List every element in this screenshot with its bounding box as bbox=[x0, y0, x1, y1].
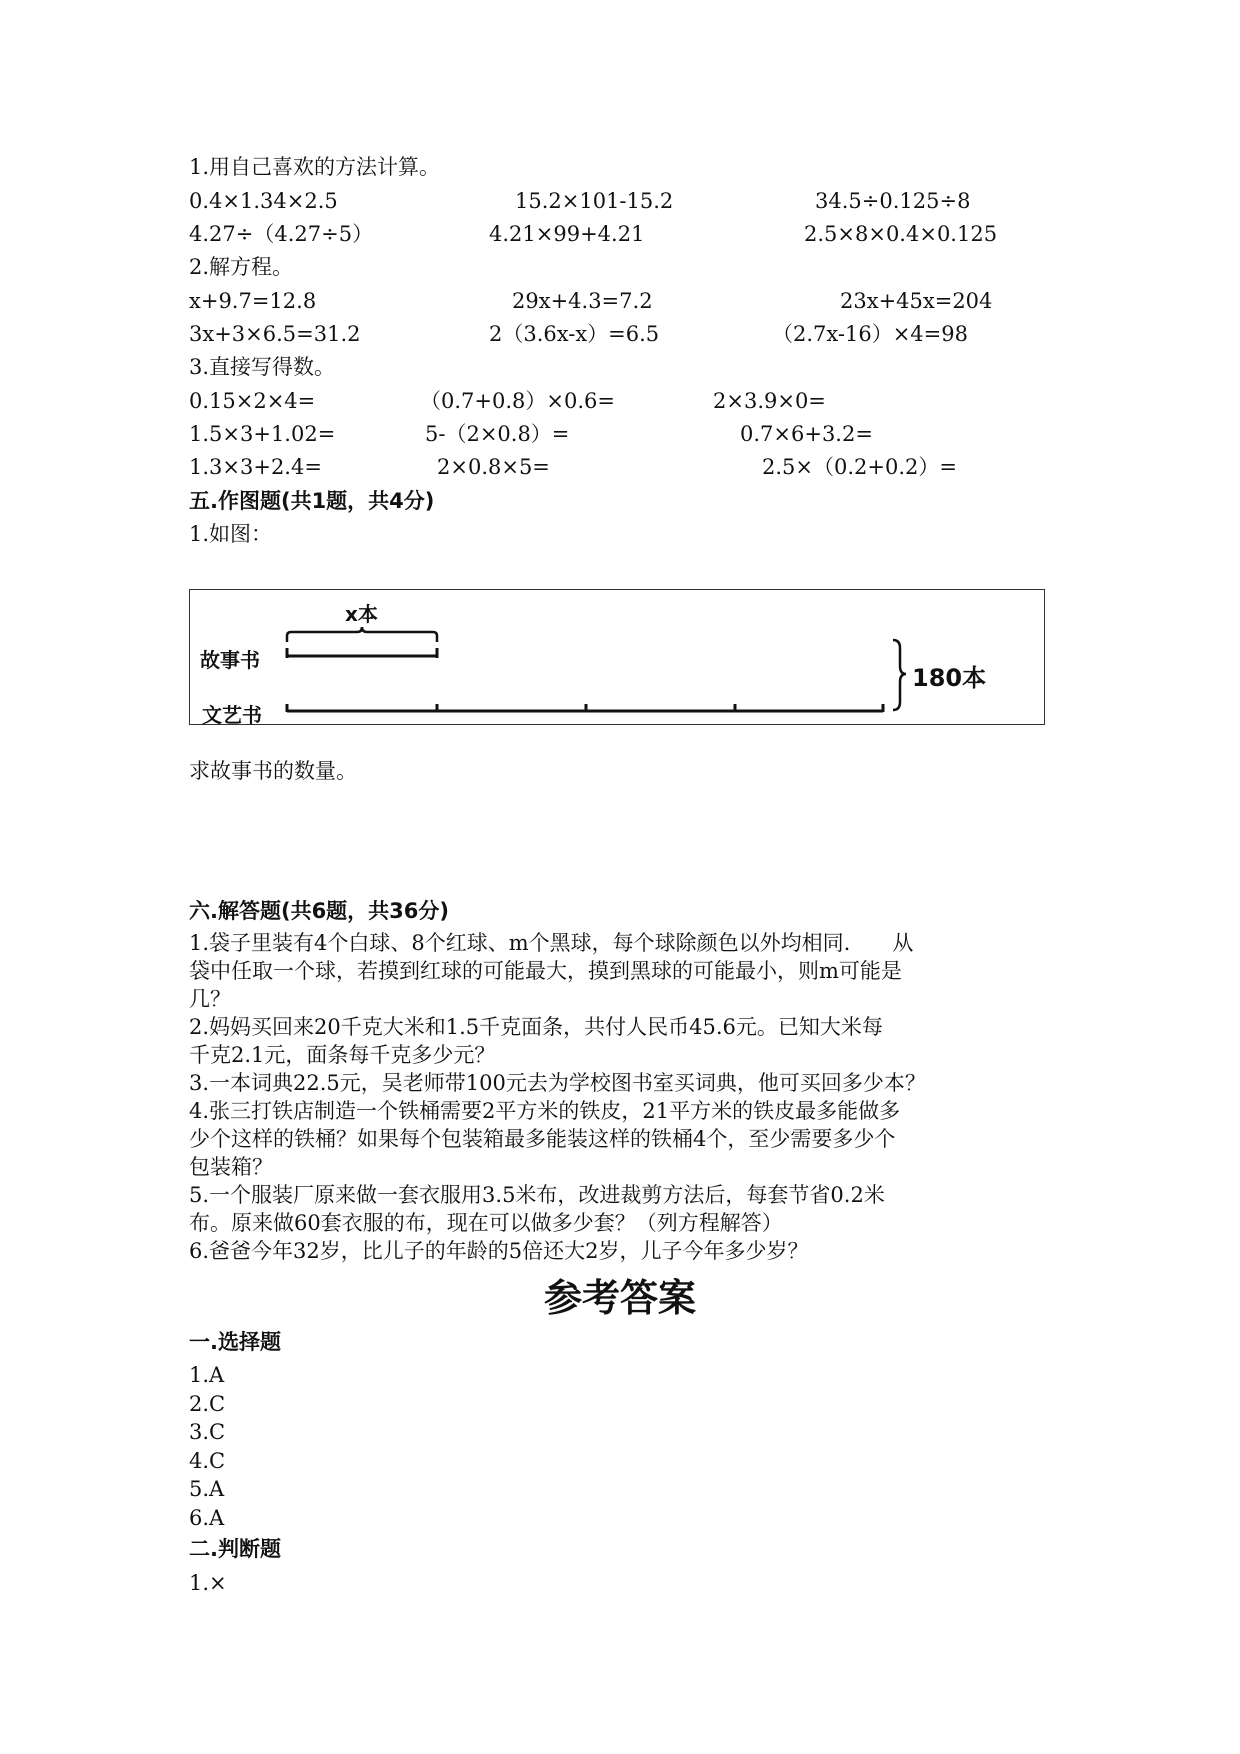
story-book-label: 故事书 bbox=[200, 648, 260, 672]
answer-item: 4.C bbox=[189, 1449, 226, 1473]
equation-item: 23x+45x=204 bbox=[840, 289, 993, 313]
answer-section-heading: 一.选择题 bbox=[189, 1330, 281, 1354]
word-problem-line: 5.一个服装厂原来做一套衣服用3.5米布，改进裁剪方法后，每套节省0.2米 bbox=[189, 1183, 885, 1207]
section-heading-word-problems: 六.解答题(共6题，共36分) bbox=[189, 899, 450, 923]
mental-math-item: 0.7×6+3.2= bbox=[740, 422, 873, 446]
total-books-label: 180本 bbox=[912, 664, 987, 692]
mental-math-title: 3.直接写得数。 bbox=[189, 355, 336, 379]
word-problem-line: 6.爸爸今年32岁，比儿子的年龄的5倍还大2岁，儿子今年多少岁？ bbox=[189, 1239, 809, 1263]
unknown-count-label: x本 bbox=[345, 602, 378, 626]
equation-item: 3x+3×6.5=31.2 bbox=[189, 322, 361, 346]
calc-item: 0.4×1.34×2.5 bbox=[189, 189, 338, 213]
mental-math-item: （0.7+0.8）×0.6= bbox=[420, 389, 615, 413]
mental-math-item: 2.5×（0.2+0.2）= bbox=[762, 455, 957, 479]
word-problem-line: 2.妈妈买回来20千克大米和1.5千克面条，共付人民币45.6元。已知大米每 bbox=[189, 1015, 883, 1039]
equation-item: （2.7x-16）×4=98 bbox=[772, 322, 968, 346]
answer-item: 3.C bbox=[189, 1420, 226, 1444]
mental-math-item: 2×3.9×0= bbox=[713, 389, 826, 413]
word-problem-line: 1.袋子里装有4个白球、8个红球、m个黑球，每个球除颜色以外均相同. 从 bbox=[189, 931, 914, 955]
word-problem-line: 袋中任取一个球，若摸到红球的可能最大，摸到黑球的可能最小，则m可能是 bbox=[189, 959, 902, 983]
calc-question-title: 1.用自己喜欢的方法计算。 bbox=[189, 155, 441, 179]
answer-item: 5.A bbox=[189, 1477, 225, 1501]
calc-item: 34.5÷0.125÷8 bbox=[815, 189, 971, 213]
mental-math-item: 1.3×3+2.4= bbox=[189, 455, 322, 479]
word-problem-line: 千克2.1元，面条每千克多少元？ bbox=[189, 1043, 496, 1067]
word-problem-line: 4.张三打铁店制造一个铁桶需要2平方米的铁皮，21平方米的铁皮最多能做多 bbox=[189, 1099, 901, 1123]
drawing-question-text: 求故事书的数量。 bbox=[189, 759, 357, 783]
equation-item: x+9.7=12.8 bbox=[189, 289, 317, 313]
answer-item: 2.C bbox=[189, 1392, 226, 1416]
word-problem-line: 几？ bbox=[189, 987, 231, 1011]
line-segment-diagram bbox=[189, 589, 1045, 725]
answer-item: 6.A bbox=[189, 1506, 225, 1530]
word-problem-line: 3.一本词典22.5元，吴老师带100元去为学校图书室买词典，他可买回多少本？ bbox=[189, 1071, 926, 1095]
section-heading-drawing: 五.作图题(共1题，共4分) bbox=[189, 489, 435, 513]
equation-item: 2（3.6x-x）=6.5 bbox=[489, 322, 660, 346]
answer-key-title: 参考答案 bbox=[543, 1276, 696, 1320]
mental-math-item: 0.15×2×4= bbox=[189, 389, 316, 413]
calc-item: 4.21×99+4.21 bbox=[489, 222, 645, 246]
literature-book-label: 文艺书 bbox=[202, 703, 262, 727]
word-problem-line: 包装箱？ bbox=[189, 1155, 273, 1179]
equation-item: 29x+4.3=7.2 bbox=[512, 289, 653, 313]
calc-item: 15.2×101-15.2 bbox=[515, 189, 674, 213]
answer-item: 1.× bbox=[189, 1571, 227, 1595]
word-problem-line: 布。原来做60套衣服的布，现在可以做多少套？（列方程解答） bbox=[189, 1211, 783, 1235]
answer-item: 1.A bbox=[189, 1363, 225, 1387]
calc-item: 2.5×8×0.4×0.125 bbox=[804, 222, 998, 246]
word-problem-line: 少个这样的铁桶？如果每个包装箱最多能装这样的铁桶4个，至少需要多少个 bbox=[189, 1127, 896, 1151]
mental-math-item: 5-（2×0.8）= bbox=[425, 422, 570, 446]
drawing-question-title: 1.如图： bbox=[189, 522, 273, 546]
answer-section-heading: 二.判断题 bbox=[189, 1537, 281, 1561]
mental-math-item: 1.5×3+1.02= bbox=[189, 422, 336, 446]
calc-item: 4.27÷（4.27÷5） bbox=[189, 222, 374, 246]
mental-math-item: 2×0.8×5= bbox=[437, 455, 550, 479]
equation-question-title: 2.解方程。 bbox=[189, 255, 294, 279]
